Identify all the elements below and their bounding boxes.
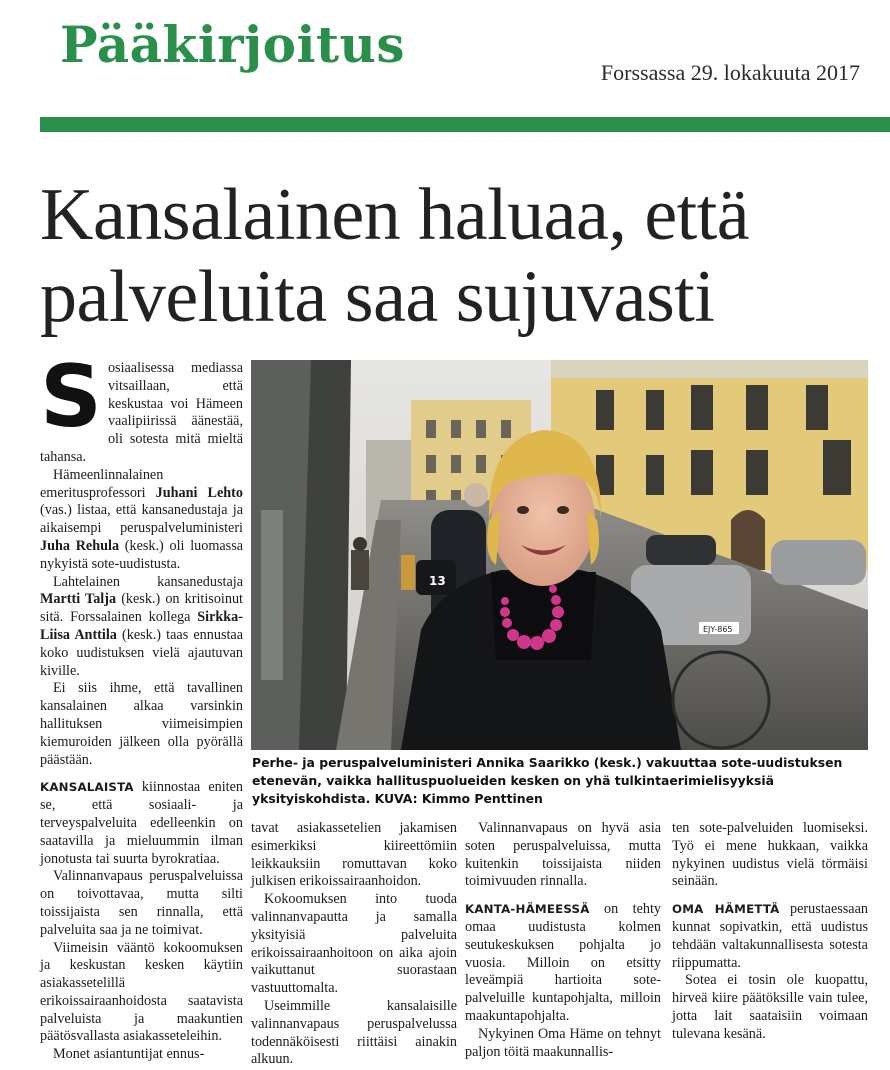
paragraph: Sotea ei tosin ole kuopattu, hirveä kiire päätöksille vain tulee, jotta lait saataisiin voimaan tulevana kesänä. (672, 972, 868, 1042)
headline-line-1: Kansalainen haluaa, että (40, 174, 750, 256)
lead-text: osiaalisessa mediassa vitsaillaan, että keskustaa voi Hämeen vaalipiirissä äänestää, oli sotesta mitä mieltä tahansa. (40, 360, 243, 465)
paragraph: Viimeisin vääntö kokoomuksen ja keskustan kesken käytiin asiakassetelillä erikoissairaanhoidosta saatavista palveluista ja maakuntien päätösvallasta asiakasseteleihin. (40, 939, 243, 1045)
text-run: perustaessaan kunnat sopivatkin, että uudistus tehdään valtakunnallisesta sotesta riippumatta. (672, 901, 868, 971)
photo-caption: Perhe- ja peruspalveluministeri Annika Saarikko (kesk.) vakuuttaa sote-uudistuksen etenevän, vaikka hallituspuolueiden kesken on yhä tulkintaerimielisyyksiä yksityiskohdista. KUVA: Kimmo Penttinen (252, 755, 843, 806)
paragraph: Monet asiantuntijat ennus- (53, 1046, 205, 1063)
paragraph (40, 467, 243, 574)
paragraph: Valinnanvapaus peruspalveluissa on toivottavaa, mutta silti toissijaista sen rinnalla, että palveluita saa ja ne toimivat. (40, 868, 243, 938)
paragraph (40, 574, 243, 681)
person-name: Martti Talja (40, 591, 117, 608)
text-run: Hämeenlinnalainen emeritusprofessori (40, 466, 164, 501)
subhead-kicker: KANSALAISTA (40, 780, 134, 795)
headline-line-2: palveluita saa sujuvasti (40, 256, 715, 338)
article-headline (40, 174, 890, 338)
bag-number: 13 (429, 574, 446, 588)
text-column-2 (251, 820, 457, 1069)
drop-cap: S (40, 347, 102, 447)
paragraph: Kokoomuksen into tuoda valinnanvapautta ja samalla yksityisiä palveluita erikoissairaanhoitoon on aika ajoin vaikuttanut suorastaan vastuuttomalta. (251, 891, 457, 997)
street-scene-photo (251, 360, 868, 750)
paragraph (672, 901, 868, 972)
lead-paragraph (40, 347, 243, 467)
subhead-kicker: KANTA-HÄMEESSÄ (465, 902, 590, 917)
text-column-3 (465, 820, 661, 1061)
text-run: Lahtelainen kansanedustaja (53, 573, 243, 590)
paragraph (465, 901, 661, 1026)
subhead-kicker: OMA HÄMETTÄ (672, 902, 780, 917)
text-run: (kesk.) taas ennustaa koko uudistuksen vielä ajautuvan kiville. (40, 626, 243, 679)
text-run: (kesk.) on kritisoinut sitä. Forssalainen kollega (40, 591, 243, 626)
text-column-1 (40, 347, 244, 1064)
paragraph: Valinnanvapaus on hyvä asia soten peruspalveluissa, mutta kuitenkin toissijaista niiden toimivuuden rinnalla. (465, 820, 661, 890)
text-run: on tehty omaa uudistusta kolmen seutukeskuksen pohjalta jo vuosia. Milloin on etsitty leveämpiä hartioita sote-palveluille kuntapohjalta, milloin maakuntapohjalta. (465, 901, 661, 1024)
person-name: Juhani Lehto (155, 484, 243, 501)
text-run: kiinnostaa eniten se, että sosiaali- ja terveyspalveluita edelleenkin on saatavilla ja mieluummin ilman jonotusta tai suurta byrokratiaa. (40, 779, 243, 867)
paragraph: Nykyinen Oma Häme on tehnyt paljon töitä maakunnallis- (465, 1025, 661, 1060)
paragraph: Useimmille kansalaisille valinnanvapaus peruspalvelussa todennäköisesti riittäisi ainakin alkuun. (251, 997, 457, 1068)
green-rule (40, 117, 890, 132)
section-title: Pääkirjoitus (60, 15, 406, 74)
person-name: Sirkka-Liisa Anttila (40, 609, 243, 643)
text-run: (vas.) listaa, että kansanedustaja ja aikaisempi peruspalveluministeri (40, 502, 243, 537)
text-run: (kesk.) oli luomassa nykyistä sote-uudistusta. (40, 537, 244, 572)
paragraph: tavat asiakassetelien jakamisen esimerkiksi kiireettömiin leikkauksiin romuttavan koko julkisen erikoissairaanhoidon. (251, 820, 457, 890)
person-name: Juha Rehula (40, 537, 120, 554)
article-photo (251, 360, 868, 750)
paragraph: ten sote-palveluiden luomiseksi. Työ ei mene hukkaan, vaikka nykyinen uudistus vielä törmäisi seinään. (672, 820, 868, 890)
paragraph: Ei siis ihme, että tavallinen kansalainen alkaa varsinkin hallituksen viimeisimpien kiemuroiden jälkeen olla pyörällä päästään. (40, 680, 243, 768)
paragraph (40, 779, 243, 868)
text-column-4 (672, 820, 868, 1044)
license-plate: EJY-865 (703, 625, 733, 634)
dateline: Forssassa 29. lokakuuta 2017 (600, 60, 860, 85)
